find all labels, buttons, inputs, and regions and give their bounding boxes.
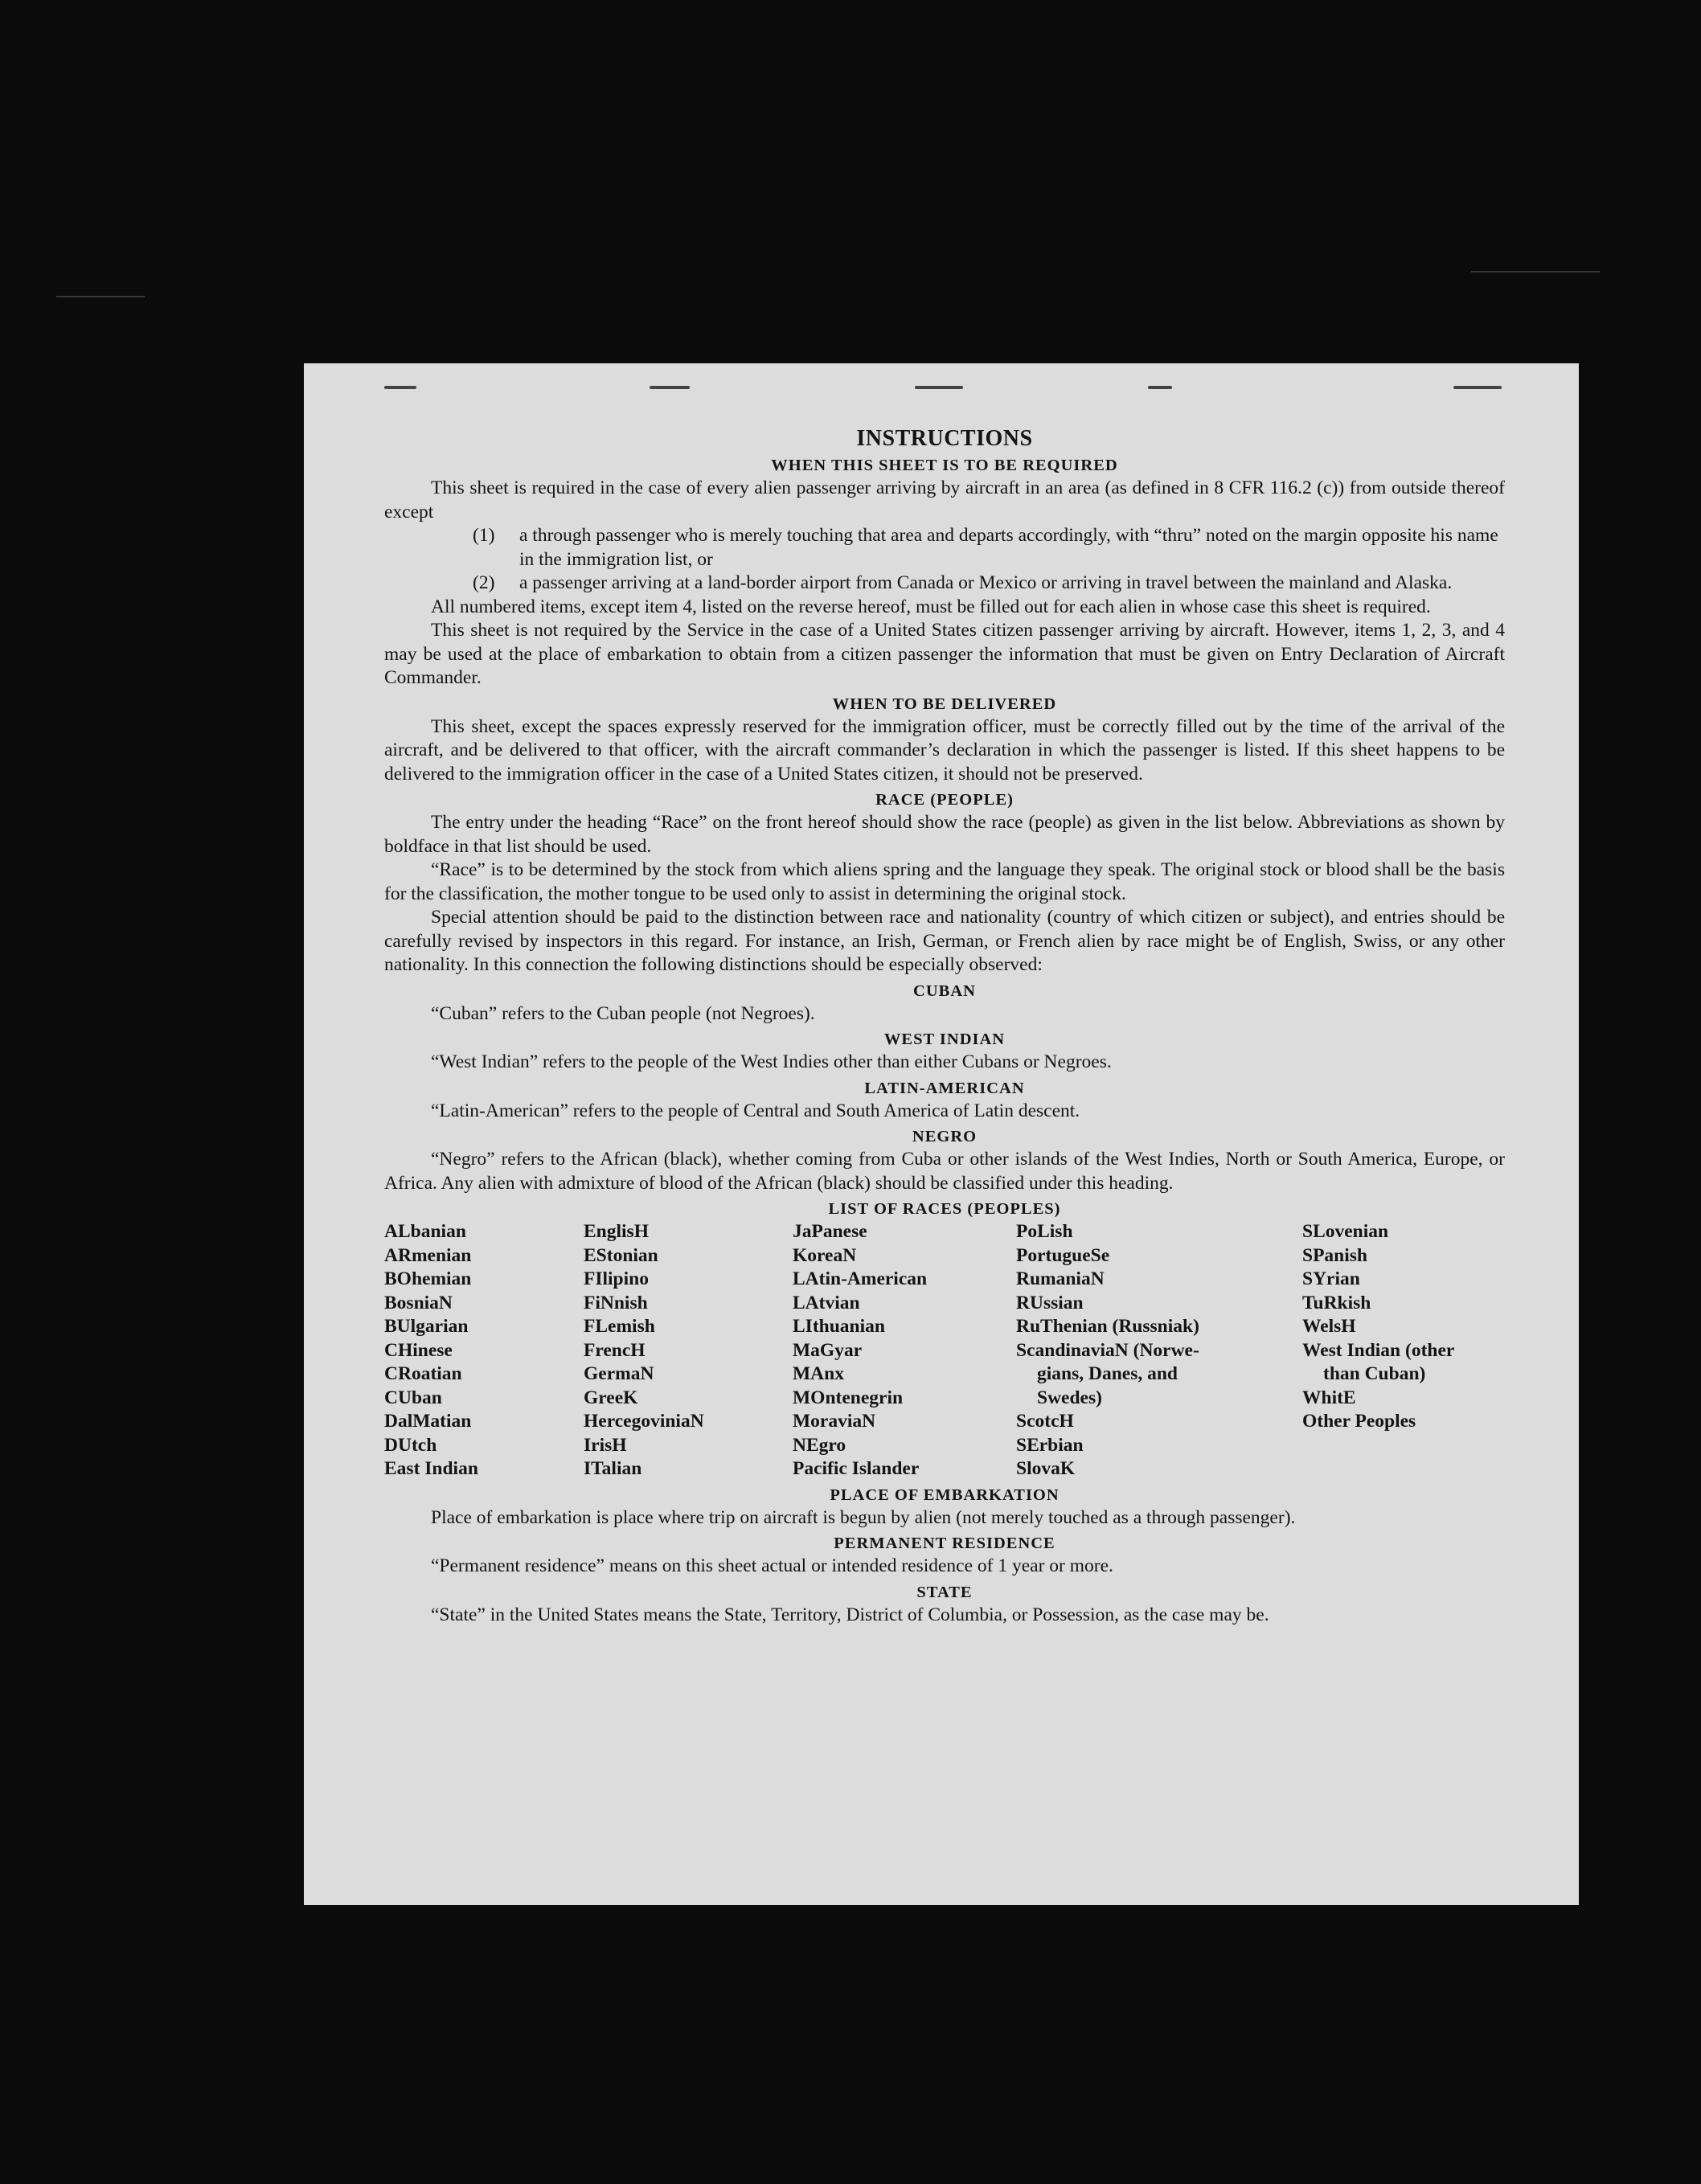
- heading-when-delivered: WHEN TO BE DELIVERED: [832, 695, 1057, 713]
- paragraph: This sheet is not required by the Service in the case of a United States citizen passenger arriving by aircraft. However, items 1, 2, 3, and 4 may be used at the place of embarkation to obtain from a citizen passenger the information that must be given on Entry Declaration of Aircraft Commander.: [384, 620, 1505, 688]
- race-entry: RumaniaN: [1016, 1268, 1105, 1289]
- heading-state: STATE: [916, 1583, 973, 1601]
- heading-when-required: WHEN THIS SHEET IS TO BE REQUIRED: [771, 457, 1118, 474]
- list-item: (1) a through passenger who is merely touching that area and departs accordingly, with “thru” noted on the margin opposite his name in the immigration list, or: [473, 525, 1498, 570]
- race-entry: FiNnish: [584, 1292, 648, 1313]
- race-entry: Other Peoples: [1302, 1411, 1416, 1432]
- race-entry: FLemish: [584, 1316, 655, 1337]
- paragraph: “Cuban” refers to the Cuban people (not Negroes).: [431, 1002, 815, 1024]
- film-scratch: [1471, 271, 1600, 272]
- race-entry: FIlipino: [584, 1268, 649, 1289]
- race-entry: SlovaK: [1016, 1458, 1076, 1479]
- heading-race: RACE (PEOPLE): [875, 791, 1014, 809]
- race-column: [584, 1220, 793, 1481]
- race-column: [384, 1220, 584, 1481]
- heading-negro: NEGRO: [912, 1128, 978, 1145]
- paragraph: Place of embarkation is place where trip on aircraft is begun by alien (not merely touched as a through passenger).: [431, 1506, 1296, 1528]
- race-entry: MAnx: [793, 1363, 844, 1384]
- paragraph: This sheet, except the spaces expressly reserved for the immigration officer, must be correctly filled out by the time of the arrival of the aircraft, and be delivered to that officer, with the aircraft commander’s declaration in which the passenger is listed. If this sheet happens to be delivered to the immigration officer in the case of a United States citizen, it should not be preserved.: [384, 715, 1505, 785]
- race-entry: BOhemian: [384, 1268, 472, 1289]
- race-entry: PortugueSe: [1016, 1244, 1110, 1266]
- heading-list-of-races: LIST OF RACES (PEOPLES): [828, 1200, 1061, 1218]
- race-entry: WelsH: [1302, 1316, 1356, 1337]
- race-entry: KoreaN: [793, 1244, 857, 1266]
- race-entry: Swedes): [1037, 1387, 1102, 1408]
- race-entry: HercegoviniaN: [584, 1411, 704, 1432]
- race-entry: CRoatian: [384, 1363, 462, 1384]
- race-entry: GermaN: [584, 1363, 654, 1384]
- race-entry: ITalian: [584, 1458, 642, 1479]
- paragraph: “Negro” refers to the African (black), whether coming from Cuba or other islands of the West Indies, North or South America, Europe, or Africa. Any alien with admixture of blood of the African (black) should be classified under this heading.: [384, 1149, 1505, 1194]
- heading-permanent-residence: PERMANENT RESIDENCE: [834, 1535, 1055, 1552]
- race-entry: FrencH: [584, 1339, 646, 1361]
- heading-latin-american: LATIN-AMERICAN: [864, 1079, 1025, 1097]
- race-entry: GreeK: [584, 1387, 638, 1408]
- race-entry: LAtvian: [793, 1292, 860, 1313]
- race-entry: BosniaN: [384, 1292, 453, 1313]
- race-entry: West Indian (other: [1302, 1339, 1455, 1361]
- race-entry: RuThenian (Russniak): [1016, 1316, 1199, 1337]
- race-entry: BUlgarian: [384, 1316, 469, 1337]
- race-column: [1016, 1220, 1302, 1481]
- race-entry: TuRkish: [1302, 1292, 1371, 1313]
- race-entry: ARmenian: [384, 1244, 472, 1266]
- race-entry: DUtch: [384, 1434, 437, 1456]
- race-entry: LAtin-American: [793, 1268, 928, 1289]
- race-entry: SLovenian: [1302, 1221, 1389, 1242]
- race-entry: LIthuanian: [793, 1316, 885, 1337]
- race-entry: CHinese: [384, 1339, 453, 1361]
- race-entry: ALbanian: [384, 1221, 466, 1242]
- race-list: [384, 1220, 1505, 1481]
- race-entry: RUssian: [1016, 1292, 1084, 1313]
- heading-place-of-embarkation: PLACE OF EMBARKATION: [830, 1485, 1060, 1504]
- race-entry: ScotcH: [1016, 1411, 1074, 1432]
- race-entry: WhitE: [1302, 1387, 1356, 1408]
- paragraph: The entry under the heading “Race” on the front hereof should show the race (people) as given in the list below. Abbreviations as shown by boldface in that list should be used.: [384, 812, 1505, 857]
- race-entry: NEgro: [793, 1434, 846, 1456]
- paragraph: Special attention should be paid to the distinction between race and nationality (country of which citizen or subject), and entries should be carefully revised by inspectors in this regard. For instance, an Irish, German, or French alien by race might be of English, Swiss, or any other nationality. In this connection the following distinctions should be especially observed:: [384, 907, 1505, 975]
- race-entry: gians, Danes, and: [1037, 1363, 1178, 1384]
- paragraph: “State” in the United States means the State, Territory, District of Columbia, or Possession, as the case may be.: [431, 1604, 1269, 1625]
- race-entry: SErbian: [1016, 1434, 1084, 1456]
- race-entry: IrisH: [584, 1434, 627, 1456]
- race-entry: East Indian: [384, 1458, 478, 1479]
- race-entry: than Cuban): [1323, 1363, 1426, 1384]
- race-entry: EnglisH: [584, 1221, 649, 1242]
- instruction-sheet: [304, 363, 1579, 1905]
- paragraph: “Latin-American” refers to the people of Central and South America of Latin descent.: [431, 1100, 1080, 1121]
- heading-cuban: CUBAN: [913, 981, 976, 1000]
- film-scratch: [56, 296, 145, 297]
- race-entry: SPanish: [1302, 1244, 1367, 1266]
- race-entry: ScandinaviaN (Norwe-: [1016, 1339, 1199, 1361]
- paragraph: This sheet is required in the case of every alien passenger arriving by aircraft in an area (as defined in 8 CFR 116.2 (c)) from outside thereof except: [384, 477, 1505, 522]
- race-entry: MoraviaN: [793, 1411, 876, 1432]
- page-title: INSTRUCTIONS: [856, 426, 1033, 451]
- race-entry: EStonian: [584, 1244, 658, 1266]
- list-item: (2) a passenger arriving at a land-border airport from Canada or Mexico or arriving in travel between the mainland and Alaska.: [473, 572, 1453, 593]
- race-entry: JaPanese: [793, 1221, 867, 1242]
- race-column: [1302, 1220, 1503, 1481]
- heading-west-indian: WEST INDIAN: [883, 1031, 1006, 1048]
- race-entry: SYrian: [1302, 1268, 1360, 1289]
- race-column: [793, 1220, 1016, 1481]
- race-entry: MOntenegrin: [793, 1387, 904, 1408]
- paragraph: “West Indian” refers to the people of the West Indies other than either Cubans or Negroes.: [431, 1051, 1112, 1072]
- race-entry: CUban: [384, 1387, 442, 1408]
- race-entry: Pacific Islander: [793, 1458, 920, 1479]
- race-entry: DalMatian: [384, 1411, 472, 1432]
- paragraph: “Race” is to be determined by the stock from which aliens spring and the language they speak. The original stock or blood shall be the basis for the classification, the mother tongue to be used only to assist in determining the original stock.: [384, 859, 1505, 904]
- paragraph: “Permanent residence” means on this sheet actual or intended residence of 1 year or more.: [431, 1555, 1113, 1576]
- race-entry: MaGyar: [793, 1339, 863, 1361]
- exception-list: [384, 524, 1505, 596]
- paragraph: All numbered items, except item 4, listed on the reverse hereof, must be filled out for each alien in whose case this sheet is required.: [431, 596, 1431, 617]
- race-entry: PoLish: [1016, 1221, 1073, 1242]
- sheet-top-marks: [384, 386, 1515, 394]
